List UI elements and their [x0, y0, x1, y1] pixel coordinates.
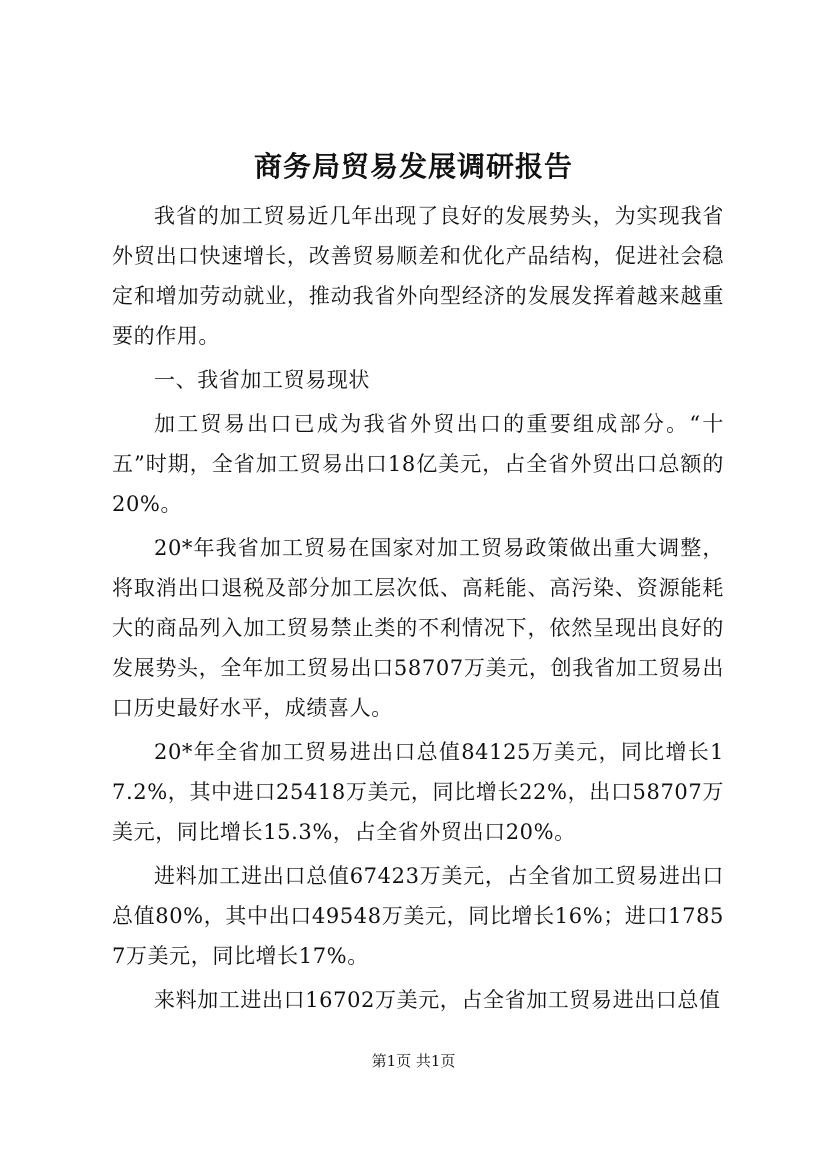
paragraph-imported-materials: 进料加工进出口总值67423万美元，占全省加工贸易进出口总值80%，其中出口49548万美元，同比增长16%；进口17857万美元，同比增长17%。 [112, 864, 724, 968]
paragraph-intro: 我省的加工贸易近几年出现了良好的发展势头，为实现我省外贸出口快速增长，改善贸易顺差和优化产品结构，促进社会稳定和增加劳动就业，推动我省外向型经济的发展发挥着越来越重要的作用。 [112, 204, 724, 348]
paragraph-supplied-materials: 来料加工进出口16702万美元，占全省加工贸易进出口总值 [154, 988, 721, 1012]
document-body [112, 196, 724, 1020]
paragraph-export-share: 加工贸易出口已成为我省外贸出口的重要组成部分。“十五”时期，全省加工贸易出口18亿美元，占全省外贸出口总额的20%。 [112, 412, 724, 516]
page-number-footer: 第1页 共1页 [371, 1052, 456, 1070]
paragraph-total-trade: 20*年全省加工贸易进出口总值84125万美元，同比增长17.2%，其中进口25418万美元，同比增长22%，出口58707万美元，同比增长15.3%，占全省外贸出口20%。 [112, 740, 724, 844]
paragraph-policy-adjustment: 20*年我省加工贸易在国家对加工贸易政策做出重大调整，将取消出口退税及部分加工层次低、高耗能、高污染、资源能耗大的商品列入加工贸易禁止类的不利情况下，依然呈现出良好的发展势头，全年加工贸易出口58707万美元，创我省加工贸易出口历史最好水平，成绩喜人。 [112, 536, 724, 720]
document-title: 商务局贸易发展调研报告 [253, 150, 573, 183]
section-heading-status: 一、我省加工贸易现状 [154, 368, 370, 392]
